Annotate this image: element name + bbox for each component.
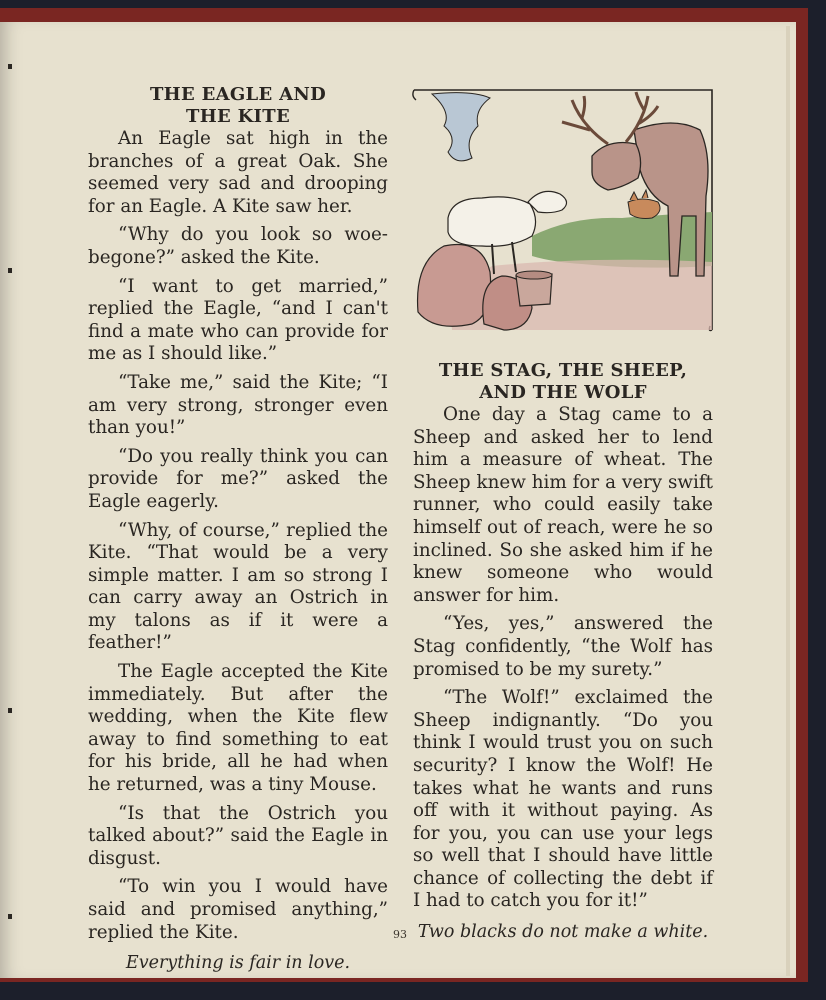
fable-title-line: THE EAGLE AND <box>149 84 327 105</box>
paragraph: “Is that the Ostrich you talked about?” said the Eagle in disgust. <box>88 802 388 869</box>
binding-stitch <box>8 914 12 919</box>
page-edge <box>786 26 790 976</box>
fable-title <box>88 84 388 128</box>
paragraph: The Eagle accepted the Kite immediately. But after the wedding, when the Kite flew away to find something to eat for his bride, all he had when he returned, was a tiny Mouse. <box>88 661 388 796</box>
paragraph: “To win you I would have said and promised anything,” replied the Kite. <box>88 876 388 943</box>
fable-title <box>413 360 713 404</box>
paragraph: “Yes, yes,” answered the Stag confidently, “the Wolf has promised to be my surety.” <box>413 613 713 680</box>
fable-stag-sheep-wolf <box>413 360 713 944</box>
paragraph: “Do you really think you can provide for me?” asked the Eagle eagerly. <box>88 445 388 512</box>
paragraph: “Take me,” said the Kite; “I am very strong, stronger even than you!” <box>88 371 388 439</box>
grass-hill <box>532 212 712 268</box>
fable-title-line: THE KITE <box>186 106 290 127</box>
paragraph: “Why, of course,” replied the Kite. “That would be a very simple matter. I am so strong I can carry away an Ostrich in my talons as if it were a feather!” <box>88 519 388 654</box>
fable-moral: Everything is fair in love. <box>125 953 351 974</box>
fable-title-line: THE STAG, THE SHEEP, <box>438 360 688 381</box>
paragraph: An Eagle sat high in the branches of a great Oak. She seemed very sad and drooping for an Eagle. A Kite saw her. <box>88 128 388 217</box>
binding-stitch <box>8 268 12 273</box>
paragraph: “Why do you look so woe-begone?” asked the Kite. <box>88 224 388 268</box>
fable-eagle-and-kite <box>88 84 388 975</box>
rock <box>418 244 491 326</box>
sky-cloud <box>432 93 490 161</box>
fable-moral: Two blacks do not make a white. <box>417 922 709 943</box>
fable-title-line: AND THE WOLF <box>479 382 647 403</box>
paragraph: “I want to get married,” replied the Eagle, “and I can't find a mate who can provide for me as I should like.” <box>88 275 388 365</box>
page-number: 93 <box>393 928 407 941</box>
binding-stitch <box>8 64 12 69</box>
paragraph: “The Wolf!” exclaimed the Sheep indignantly. “Do you think I would trust you on such security? I know the Wolf! He takes what he wants and runs off with it without paying. As for you, you can use your legs so well that I should have little chance of collecting the debt if I had to catch you for it!” <box>413 687 713 912</box>
paragraph: One day a Stag came to a Sheep and asked her to lend him a measure of wheat. The Sheep knew him for a very swift runner, who could easily take himself out of reach, were he so inclined. So she asked him if he knew someone who would answer for him. <box>413 404 713 606</box>
binding-stitch <box>8 708 12 713</box>
stag-sheep-wolf-illustration <box>412 86 714 334</box>
